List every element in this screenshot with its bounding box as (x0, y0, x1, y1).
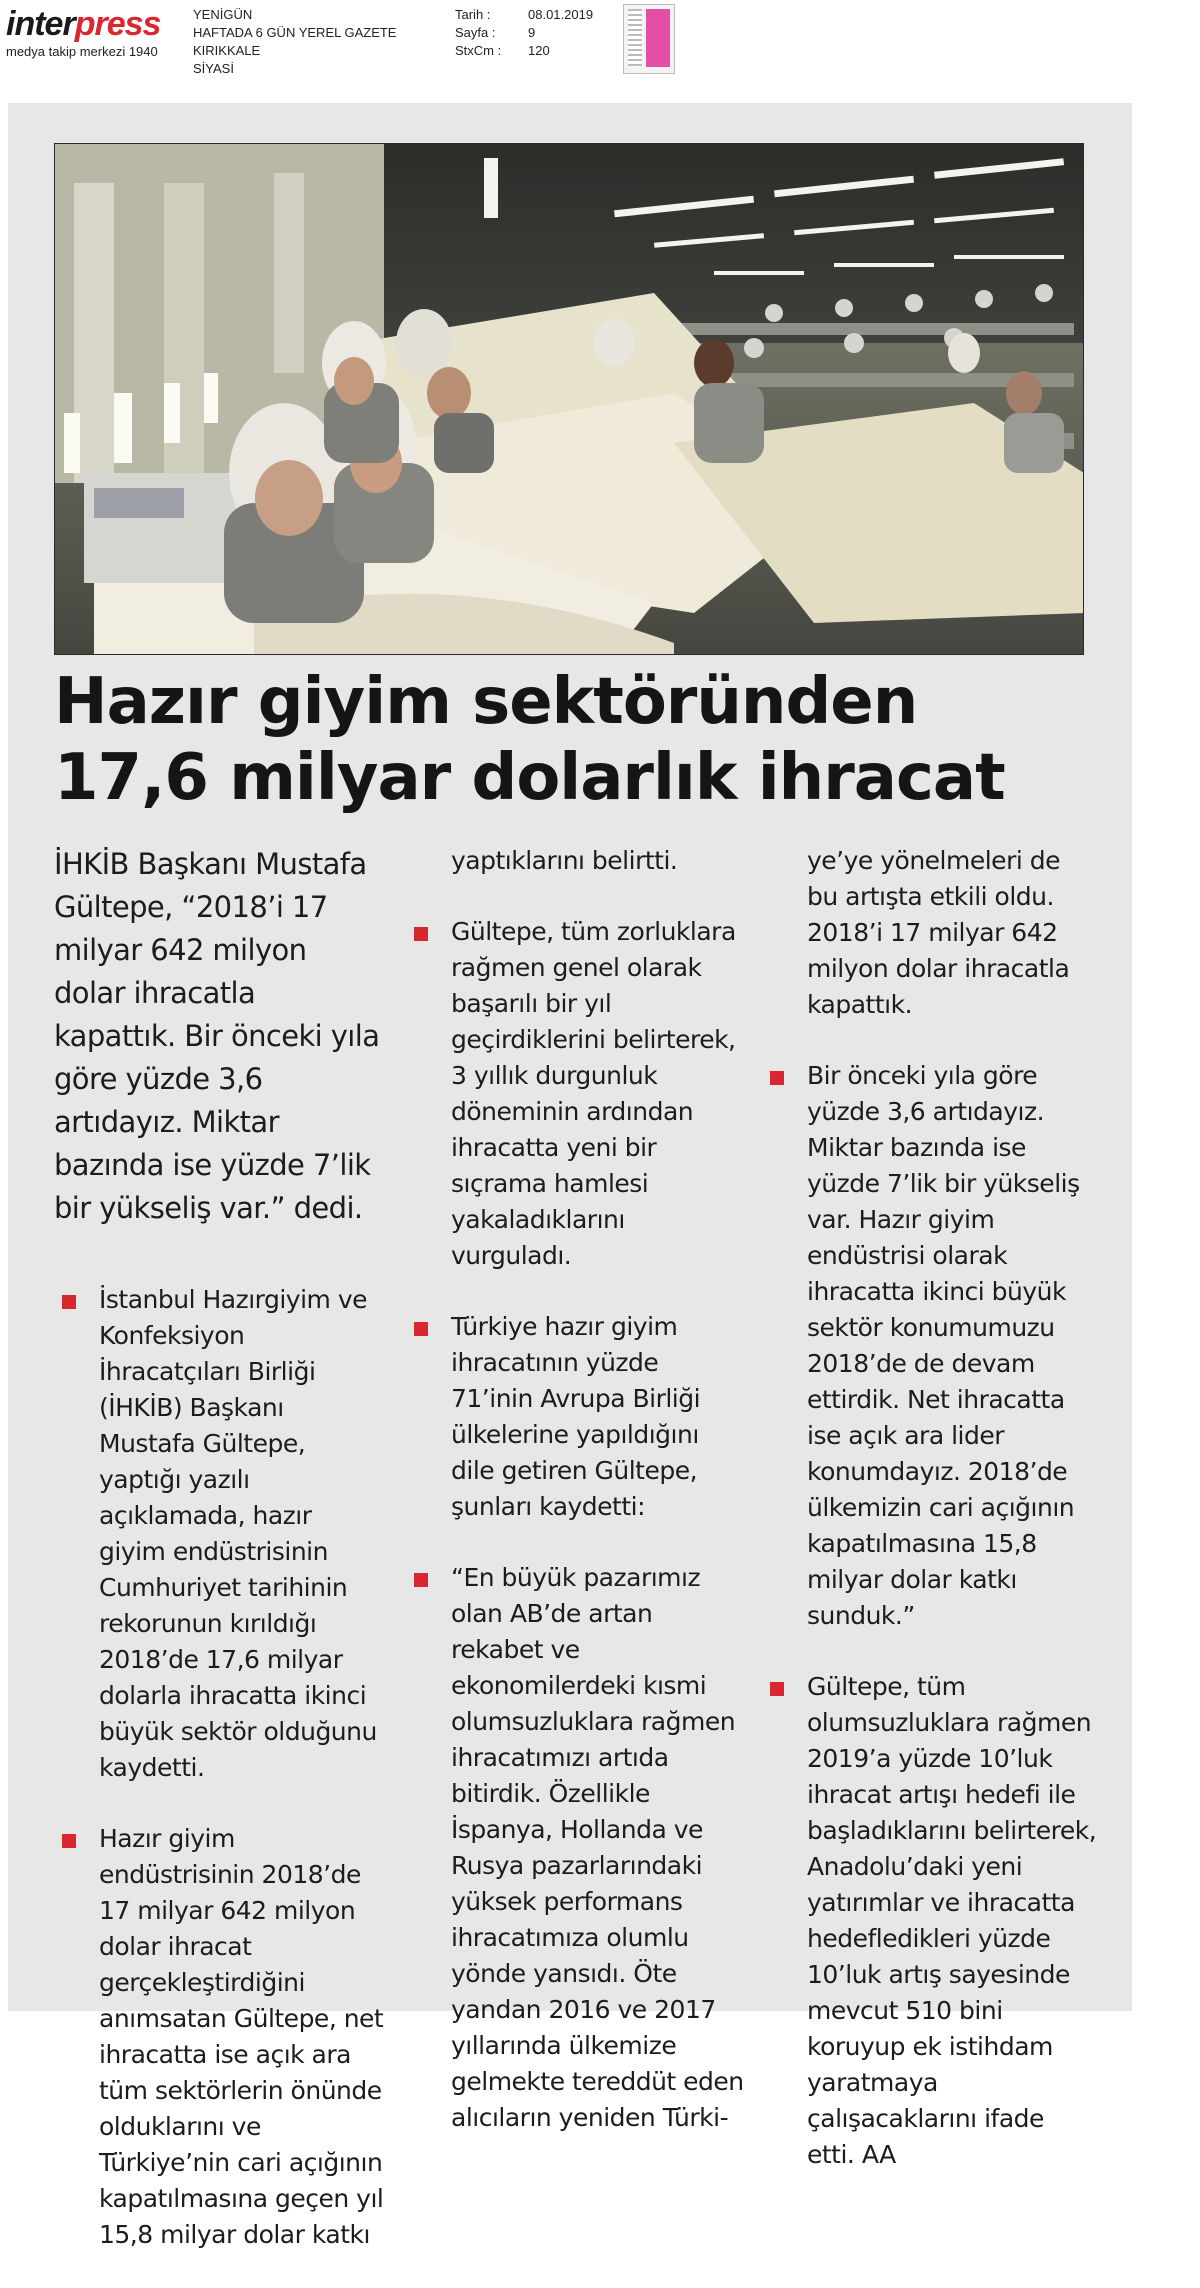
paragraph (762, 1058, 1098, 1634)
date-value: 08.01.2019 (528, 7, 594, 22)
paragraph-text: Türkiye hazır giyim ihracatının yüzde 71’inin Avrupa Birliği ülkelerine yapıldığını dile getiren Gültepe, şunları kaydetti: (451, 1312, 701, 1521)
factory-photo (54, 143, 1084, 655)
article-column-1 (54, 843, 384, 2288)
page-label: Sayfa : (455, 25, 496, 40)
paragraph (406, 1560, 744, 2136)
thumbnail-text-block (628, 9, 642, 67)
page-value: 9 (528, 25, 536, 40)
stxcm-value: 120 (528, 43, 550, 58)
clipping-header (0, 0, 1200, 95)
continued-paragraph: ye’ye yönelmeleri de bu artışta etkili oldu. 2018’i 17 milyar 642 milyon dolar ihracatla kapattık. (807, 846, 1070, 1019)
article-column-3 (762, 843, 1098, 2208)
garment-factory-illustration (54, 143, 1084, 655)
logo-wordmark (6, 6, 160, 42)
date-label: Tarih : (455, 7, 491, 22)
publication-section: SİYASİ (193, 61, 234, 76)
bullet-square-icon (414, 1322, 428, 1336)
logo-tagline: medya takip merkezi 1940 (6, 44, 158, 59)
headline-line-2: 17,6 milyar dolarlık ihracat (54, 741, 1005, 815)
bullet-square-icon (414, 1573, 428, 1587)
bullet-square-icon (62, 1834, 76, 1848)
paragraph (406, 914, 744, 1274)
article-headline (54, 664, 1114, 816)
publication-info (193, 6, 396, 78)
bullet-square-icon (770, 1071, 784, 1085)
article-column-2 (406, 843, 744, 2171)
publication-frequency: HAFTADA 6 GÜN YEREL GAZETE (193, 25, 397, 40)
paragraph-text: Gültepe, tüm zorluklara rağmen genel olarak başarılı bir yıl geçirdiklerini belirterek, 3 yıllık durgunluk döneminin ardından ihracatta yeni bir sıçrama hamlesi yakaladıklarını vurguladı. (451, 917, 736, 1270)
thumbnail-highlight (646, 9, 670, 67)
bullet-square-icon (414, 927, 428, 941)
publication-city: KIRIKKALE (193, 43, 261, 58)
headline-line-1: Hazır giyim sektöründen (54, 665, 918, 739)
paragraph (54, 1821, 384, 2253)
continued-paragraph: yaptıklarını belirtti. (451, 846, 678, 875)
paragraph (54, 1282, 384, 1786)
paragraph-text: İstanbul Hazırgiyim ve Konfeksiyon İhracatçıları Birliği (İHKİB) Başkanı Mustafa Gültepe, yaptığı yazılı açıklamada, hazır giyim endüstrisinin Cumhuriyet tarihinin rekorunun kırıldığı 2018’de 17,6 milyar dolarla ihracatta ikinci büyük sektör olduğunu kaydetti. (99, 1285, 377, 1782)
publication-name: YENİGÜN (193, 7, 253, 22)
bullet-square-icon (62, 1295, 76, 1309)
paragraph-text: Gültepe, tüm olumsuzluklara rağmen 2019’a yüzde 10’luk ihracat artışı hedefi ile başladıklarını belirterek, Anadolu’daki yeni yatırımlar ve ihracatta hedefledikleri yüzde 10’luk artış sayesinde mevcut 510 bini koruyup ek istihdam yaratmaya çalışacaklarını ifade etti. AA (807, 1672, 1097, 2169)
stxcm-label: StxCm : (455, 43, 502, 58)
logo-word-main: inter (6, 5, 75, 43)
article-lead: İHKİB Başkanı Mustafa Gültepe, “2018’i 17 milyar 642 milyon dolar ihracatla kapattık. Bir önceki yıla göre yüzde 3,6 artıdayız. Miktar bazında ise yüzde 7’lik bir yükseliş var.” dedi. (54, 847, 380, 1225)
meta-labels (455, 6, 501, 60)
paragraph-text: “En büyük pazarımız olan AB’de artan rekabet ve ekonomilerdeki kısmi olumsuzluklara rağmen ihracatımızı artıda bitirdik. Özellikle İspanya, Hollanda ve Rusya pazarlarındaki yüksek performans ihracatımıza olumlu yönde yansıdı. Öte yandan 2016 ve 2017 yıllarında ülkemize gelmekte tereddüt eden alıcıların yeniden Türki- (451, 1563, 744, 2132)
interpress-logo (6, 6, 160, 59)
paragraph (762, 1669, 1098, 2173)
bullet-square-icon (770, 1682, 784, 1696)
logo-word-accent: press (74, 5, 161, 43)
paragraph (406, 1309, 744, 1525)
page-thumbnail[interactable] (623, 4, 675, 74)
paragraph-text: Hazır giyim endüstrisinin 2018’de 17 milyar 642 milyon dolar ihracat gerçekleştirdiğini anımsatan Gültepe, net ihracatta ise açık ara tüm sektörlerin önünde olduklarını ve Türkiye’nin cari açığının kapatılmasına geçen yıl 15,8 milyar dolar katkı (99, 1824, 384, 2249)
paragraph-text: Bir önceki yıla göre yüzde 3,6 artıdayız. Miktar bazında ise yüzde 7’lik bir yükseliş var. Hazır giyim endüstrisi olarak ihracatta ikinci büyük sektör konumumuzu 2018’de de devam ettirdik. Net ihracatta ise açık ara lider konumdayız. 2018’de ülkemizin cari açığının kapatılmasına 15,8 milyar dolar katkı sunduk.” (807, 1061, 1080, 1630)
meta-values (528, 6, 593, 60)
